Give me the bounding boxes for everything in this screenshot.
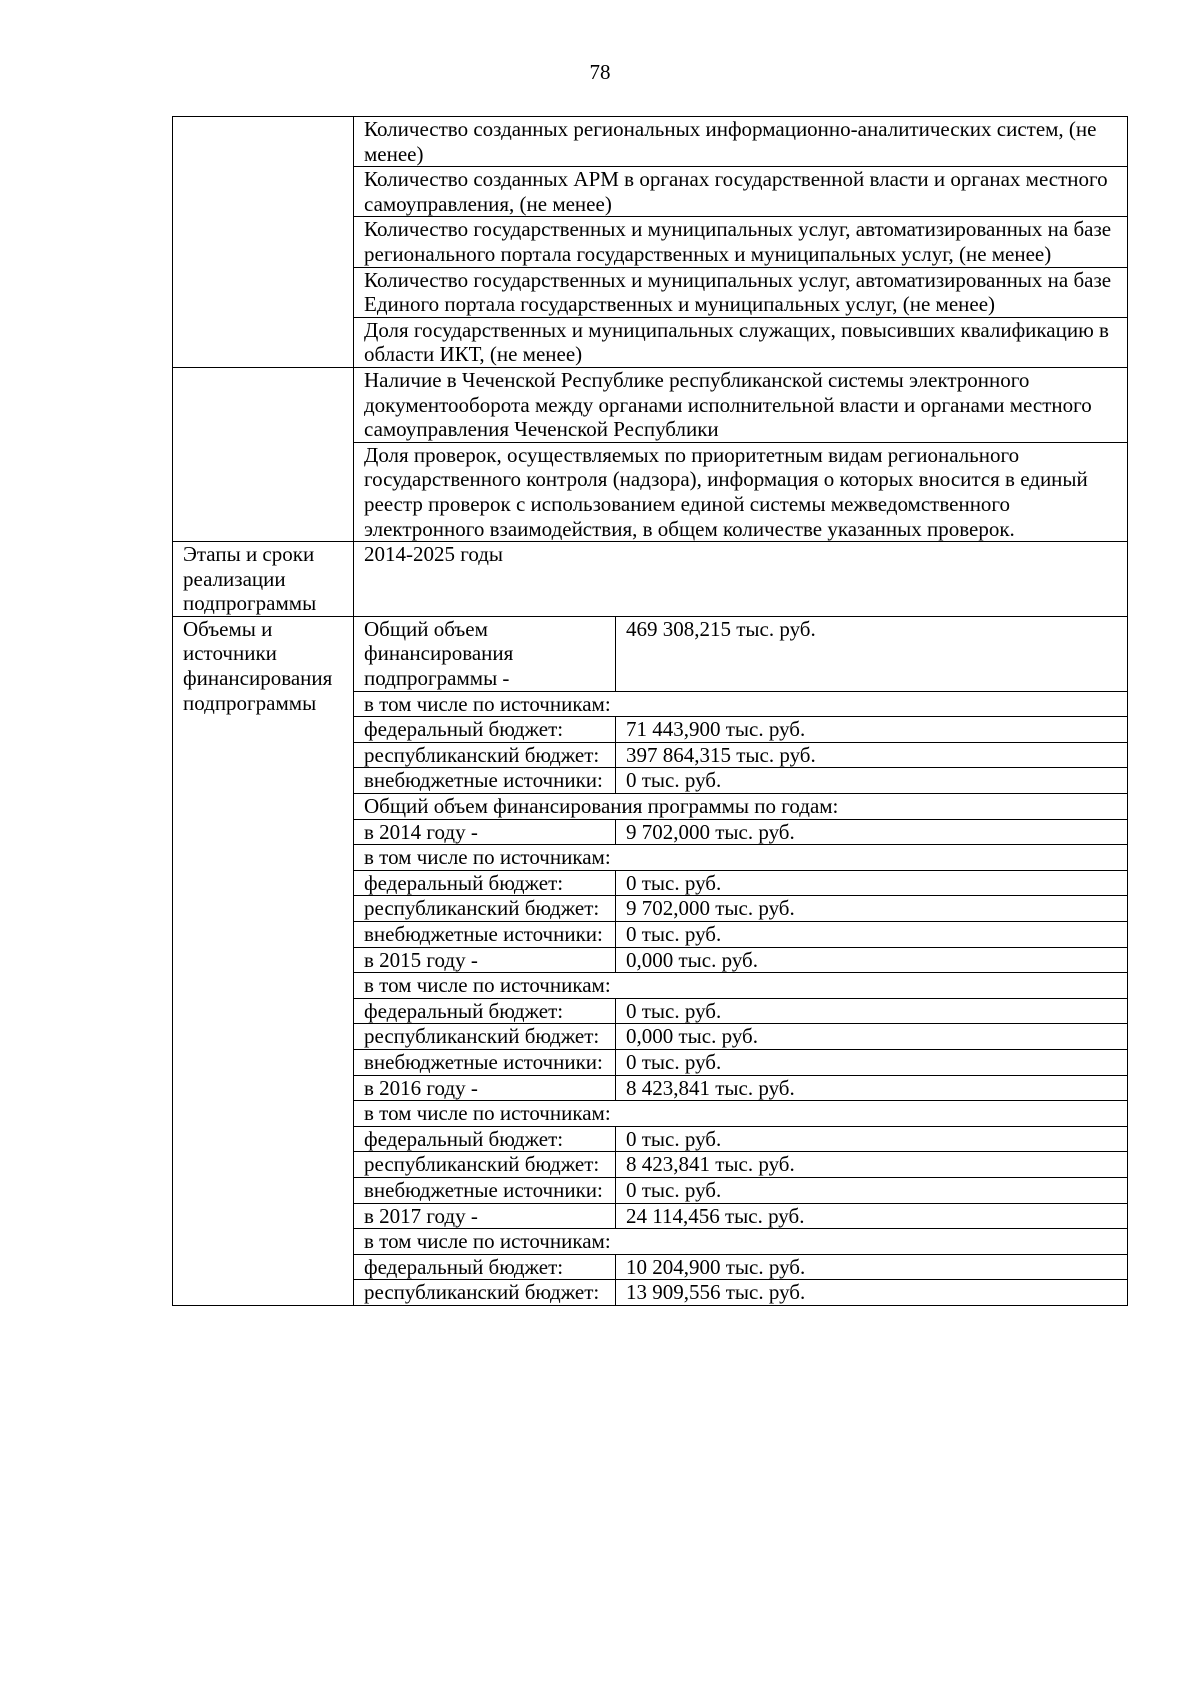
federal-label: федеральный бюджет: bbox=[354, 717, 616, 743]
republic-label: республиканский бюджет: bbox=[354, 742, 616, 768]
by-years-label: Общий объем финансирования программы по годам: bbox=[354, 794, 1128, 820]
stages-label: Этапы и сроки реализации подпрограммы bbox=[173, 542, 354, 617]
extra-label: внебюджетные источники: bbox=[354, 922, 616, 948]
federal-value: 0 тыс. руб. bbox=[616, 1126, 1128, 1152]
extra-label: внебюджетные источники: bbox=[354, 768, 616, 794]
page-number: 78 bbox=[589, 60, 611, 84]
extra-value: 0 тыс. руб. bbox=[616, 768, 1128, 794]
federal-value: 0 тыс. руб. bbox=[616, 998, 1128, 1024]
extra-value: 0 тыс. руб. bbox=[616, 922, 1128, 948]
federal-value: 10 204,900 тыс. руб. bbox=[616, 1254, 1128, 1280]
total-value: 469 308,215 тыс. руб. bbox=[616, 616, 1128, 691]
extra-value: 0 тыс. руб. bbox=[616, 1177, 1128, 1203]
republic-value: 13 909,556 тыс. руб. bbox=[616, 1280, 1128, 1306]
sources-label: в том числе по источникам: bbox=[354, 1101, 1128, 1127]
extra-value: 0 тыс. руб. bbox=[616, 1049, 1128, 1075]
year-label: в 2015 году - bbox=[354, 947, 616, 973]
federal-label: федеральный бюджет: bbox=[354, 1126, 616, 1152]
year-label: в 2017 году - bbox=[354, 1203, 616, 1229]
federal-value: 0 тыс. руб. bbox=[616, 870, 1128, 896]
table-row bbox=[173, 542, 1128, 617]
republic-label: республиканский бюджет: bbox=[354, 1024, 616, 1050]
year-value: 24 114,456 тыс. руб. bbox=[616, 1203, 1128, 1229]
republic-label: республиканский бюджет: bbox=[354, 1280, 616, 1306]
table-row bbox=[173, 367, 1128, 442]
table-row bbox=[173, 117, 1128, 167]
republic-value: 8 423,841 тыс. руб. bbox=[616, 1152, 1128, 1178]
federal-label: федеральный бюджет: bbox=[354, 870, 616, 896]
sources-label: в том числе по источникам: bbox=[354, 1229, 1128, 1255]
table-row bbox=[173, 616, 1128, 691]
indicator-cell: Количество созданных АРМ в органах государственной власти и органах местного самоуправления, (не менее) bbox=[354, 167, 1128, 217]
year-value: 8 423,841 тыс. руб. bbox=[616, 1075, 1128, 1101]
indicator-cell: Количество созданных региональных информационно-аналитических систем, (не менее) bbox=[354, 117, 1128, 167]
sources-label: в том числе по источникам: bbox=[354, 691, 1128, 717]
republic-value: 397 864,315 тыс. руб. bbox=[616, 742, 1128, 768]
indicator-cell: Доля проверок, осуществляемых по приоритетным видам регионального государственного контроля (надзора), информация о которых вносится в единый реестр проверок с использованием единой системы межведомственного электронного взаимодействия, в общем количестве указанных проверок. bbox=[354, 442, 1128, 541]
indicator-cell: Количество государственных и муниципальных услуг, автоматизированных на базе регионального портала государственных и муниципальных услуг, (не менее) bbox=[354, 217, 1128, 267]
passport-table bbox=[172, 116, 1128, 1306]
federal-label: федеральный бюджет: bbox=[354, 998, 616, 1024]
year-label: в 2016 году - bbox=[354, 1075, 616, 1101]
republic-value: 9 702,000 тыс. руб. bbox=[616, 896, 1128, 922]
year-label: в 2014 году - bbox=[354, 819, 616, 845]
republic-label: республиканский бюджет: bbox=[354, 1152, 616, 1178]
funding-label: Объемы и источники финансирования подпрограммы bbox=[173, 616, 354, 1305]
total-label: Общий объем финансирования подпрограммы - bbox=[354, 616, 616, 691]
indicator-cell: Доля государственных и муниципальных служащих, повысивших квалификацию в области ИКТ, (не менее) bbox=[354, 317, 1128, 367]
federal-value: 71 443,900 тыс. руб. bbox=[616, 717, 1128, 743]
empty-label-cell bbox=[173, 367, 354, 541]
sources-label: в том числе по источникам: bbox=[354, 973, 1128, 999]
republic-value: 0,000 тыс. руб. bbox=[616, 1024, 1128, 1050]
extra-label: внебюджетные источники: bbox=[354, 1049, 616, 1075]
extra-label: внебюджетные источники: bbox=[354, 1177, 616, 1203]
sources-label: в том числе по источникам: bbox=[354, 845, 1128, 871]
republic-label: республиканский бюджет: bbox=[354, 896, 616, 922]
year-value: 9 702,000 тыс. руб. bbox=[616, 819, 1128, 845]
year-value: 0,000 тыс. руб. bbox=[616, 947, 1128, 973]
empty-label-cell bbox=[173, 117, 354, 368]
indicator-cell: Количество государственных и муниципальных услуг, автоматизированных на базе Единого портала государственных и муниципальных услуг, (не менее) bbox=[354, 267, 1128, 317]
stages-value: 2014-2025 годы bbox=[354, 542, 1128, 617]
indicator-cell: Наличие в Чеченской Республике республиканской системы электронного документооборота между органами исполнительной власти и органами местного самоуправления Чеченской Республики bbox=[354, 367, 1128, 442]
federal-label: федеральный бюджет: bbox=[354, 1254, 616, 1280]
